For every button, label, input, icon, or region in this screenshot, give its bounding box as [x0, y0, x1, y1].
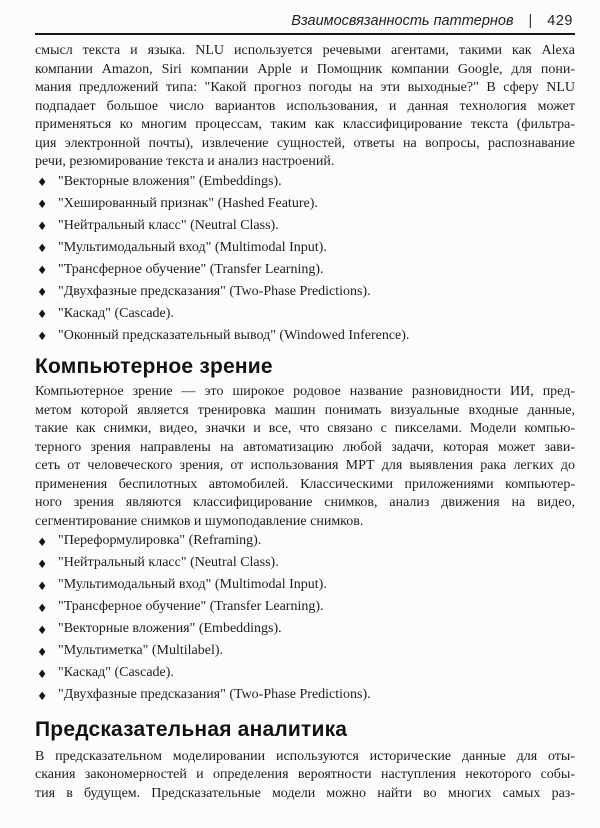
list-item [35, 554, 575, 573]
diamond-bullet-icon: ♦ [37, 600, 48, 615]
list-item-text: "Векторные вложения" (Embeddings). [58, 173, 282, 189]
diamond-bullet-icon: ♦ [37, 197, 48, 211]
text-line: компании Amazon, Siri компании Apple и Помощник компании Google, для пони- [35, 61, 575, 77]
list-item [35, 239, 575, 258]
running-head [35, 0, 575, 35]
text-line: мания предложений типа: "Какой прогноз погоды на эти выходные?" В сферу NLU [35, 80, 575, 95]
diamond-bullet-icon: ♦ [37, 644, 48, 659]
list-item [35, 327, 575, 346]
diamond-bullet-icon: ♦ [37, 688, 48, 703]
list-item [35, 217, 575, 236]
diamond-bullet-icon: ♦ [37, 219, 48, 233]
text-line: скания закономерностей и определения вероятности наступления некоторого собы- [35, 767, 575, 782]
diamond-bullet-icon: ♦ [37, 534, 48, 549]
list-item-text: "Мультиметка" (Multilabel). [58, 643, 224, 658]
list-item-text: "Оконный предсказательный вывод" (Windowed Inference). [58, 327, 410, 343]
list-item-text: "Нейтральный класс" (Neutral Class). [58, 555, 279, 570]
list-item-text: "Двухфазные предсказания" (Two-Phase Predictions). [58, 687, 371, 702]
list-item-text: "Каскад" (Cascade). [58, 665, 174, 680]
section-heading-computer-vision: Компьютерное зрение [35, 355, 273, 378]
diamond-bullet-icon: ♦ [37, 329, 48, 343]
list-item [35, 261, 575, 280]
list-item [35, 195, 575, 214]
header-separator: | [528, 13, 533, 29]
text-line: применяться ко многим процессам, таким как классифицирование текста (фильтра- [35, 117, 575, 132]
list-item-text: "Трансферное обучение" (Transfer Learning). [58, 261, 324, 277]
list-item [35, 664, 575, 683]
diamond-bullet-icon: ♦ [37, 622, 48, 637]
cv-pattern-list [35, 532, 575, 705]
text-line: применения беспилотных автомобилей. Классическими приложениями компьютер- [35, 476, 575, 492]
list-item-text: "Векторные вложения" (Embeddings). [58, 621, 282, 636]
list-item-text: "Мультимодальный вход" (Multimodal Input). [58, 577, 327, 592]
text-line: метом которой является тренировка машин понимать визуальные входные данные, [35, 402, 575, 418]
intro-paragraph [35, 42, 575, 172]
list-item [35, 283, 575, 302]
page-number: 429 [547, 13, 573, 29]
text-line: Компьютерное зрение — это широкое родовое название разновидности ИИ, пред- [35, 384, 575, 399]
list-item-text: "Нейтральный класс" (Neutral Class). [58, 217, 279, 233]
diamond-bullet-icon: ♦ [37, 175, 48, 189]
text-line: ного зрения являются классифицирование снимков, анализ движения на видео, [35, 495, 575, 510]
list-item-text: "Трансферное обучение" (Transfer Learning). [58, 599, 324, 614]
list-item-text: "Хешированный признак" (Hashed Feature). [58, 195, 318, 211]
diamond-bullet-icon: ♦ [37, 556, 48, 571]
text-line: В предсказательном моделировании используются исторические данные для оты- [35, 748, 575, 764]
predictive-analytics-paragraph [35, 748, 575, 804]
diamond-bullet-icon: ♦ [37, 241, 48, 255]
text-line: терного зрения направлены на автоматизацию любой задачи, которая может зави- [35, 439, 575, 455]
section-heading-predictive-analytics: Предсказательная аналитика [35, 717, 348, 741]
text-line: сеть от человеческого зрения, от использования МРТ для выявления рака легких до [35, 458, 575, 473]
diamond-bullet-icon: ♦ [37, 578, 48, 593]
text-line: такие как снимки, видео, значки и все, что связано с пикселами. Модели компью- [35, 421, 575, 436]
text-line: подпадает большое число вариантов использования, и данная технология может [35, 98, 575, 114]
list-item [35, 576, 575, 595]
list-item-text: "Двухфазные предсказания" (Two-Phase Predictions). [58, 283, 371, 299]
text-line: ция электронной почты), извлечение сущностей, ответы на вопросы, распознавание [35, 135, 575, 151]
diamond-bullet-icon: ♦ [37, 263, 48, 277]
list-item-text: "Каскад" (Cascade). [58, 305, 174, 321]
text-line: сегментирование снимков и шумоподавление снимков. [35, 513, 364, 529]
list-item [35, 532, 575, 551]
text-line: смысл текста и языка. NLU используется речевыми агентами, такими как Alexa [35, 43, 575, 58]
diamond-bullet-icon: ♦ [37, 666, 48, 681]
list-item-text: "Переформулировка" (Reframing). [58, 533, 262, 548]
list-item-text: "Мультимодальный вход" (Multimodal Input). [58, 239, 327, 255]
chapter-title: Взаимосвязанность паттернов [291, 13, 514, 29]
text-line: тия в будущем. Предсказательные модели можно найти во многих самых раз- [35, 785, 575, 801]
nlu-pattern-list [35, 173, 575, 346]
list-item [35, 305, 575, 324]
list-item [35, 173, 575, 192]
list-item [35, 642, 575, 661]
list-item [35, 686, 575, 705]
list-item [35, 620, 575, 639]
diamond-bullet-icon: ♦ [37, 285, 48, 299]
text-line: речи, резюмирование текста и анализ настроений. [35, 154, 335, 169]
computer-vision-paragraph [35, 383, 575, 531]
diamond-bullet-icon: ♦ [37, 307, 48, 321]
list-item [35, 598, 575, 617]
